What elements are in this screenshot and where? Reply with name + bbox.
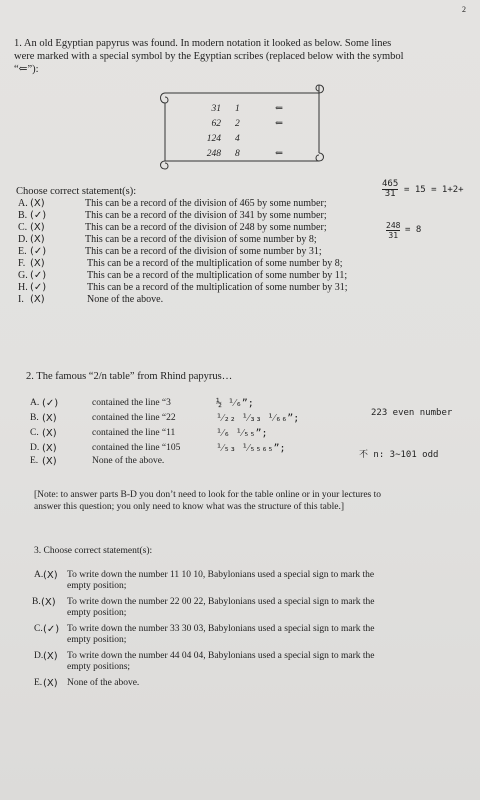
q2-note-line1: [Note: to answer parts B-D you don’t need to look for the table online or in your lectures to (34, 490, 382, 500)
handnote-fraction-248: 248 31 (386, 221, 401, 240)
q1-prompt: Choose correct statement(s): (16, 186, 137, 197)
table-row: 124 4 (206, 134, 240, 144)
handnote-fraction-465: 465 31 (382, 179, 399, 199)
page-number: 2 (462, 5, 466, 14)
handnote-even-number: 223 even number (371, 408, 453, 418)
table-row: 248 8 ⇐ (206, 149, 283, 159)
worksheet-page: 2 1. An old Egyptian papyrus was found. In modern notation it looked as below. Some lines were marked with a special symbol by the Egyptian scribes (replaced below with the symbol “⇐”): 31 1 ⇐ 62 2 ⇐ 124 4 248 8 ⇐ Choose correct statement(s): 465 31 = 15 = 1+2+ 248 31 = 8 A. (X) This can be a record of the division of 465 by some number; B. (✓) This can be a record of the division of 341 by some number; C. (X) This can be a record of the division of 248 by some number; D. (X) This can be a record of the division of some number by 8; E. (✓) This can be a record of the division of some number by 31; F. (X) This can be a record of the multiplication of some number by 8; G. (✓) This can be a record of the multiplication of some number by 11; H. (✓) This can be a record of the multiplication of some number by 31; I. (X) None of the above. 2. The famous “2/n table” from Rhind papyrus… A. (✓) contained the line “3 ½ ¹⁄₆”; B. (X) contained the line “22 ¹⁄₂₂ ¹⁄₃₃ ¹⁄₆₆”; C. (X) contained the line “11 ¹⁄₆ ¹⁄₅₅”; D. (X) contained the line “105 ¹⁄₅₃ ¹⁄₅₅₆₅”; E. (X) None of the above. 223 even number 不 n: 3∼101 odd [Note: to answer parts B-D you don’t need to look for the table online or in your lectures to answer this question; you only need to know what was the structure of this table.] 3. Choose correct statement(s): A. (X) To write down the number 11 10 10, Babylonians used a special sign to mark the empty position; B. (X) To write down the number 22 00 22, Babylonians used a special sign to mark the empty position; C. (✓) To write down the number 33 30 03, Babylonians used a special sign to mark the empty position; D. (X) To write down the number 44 04 04, Babylonians used a special sign to mark the empty positions; E. (X) None of the above. (0, 0, 480, 800)
handnote-result-465: = 15 = 1+2+ (404, 185, 464, 195)
q1-text-line3: “⇐”): (14, 64, 39, 75)
handnote-odd-range: 不 n: 3∼101 odd (359, 450, 439, 460)
q3-title: 3. Choose correct statement(s): (34, 546, 153, 556)
q2-title: 2. The famous “2/n table” from Rhind papyrus… (26, 371, 233, 382)
papyrus-table (195, 102, 315, 162)
table-row: 31 1 ⇐ (211, 104, 283, 114)
handnote-result-248: = 8 (405, 225, 422, 235)
q2-note-line2: answer this question; you only need to know what was the structure of this table.] (34, 502, 345, 512)
table-row: 62 2 ⇐ (211, 119, 283, 129)
q1-text-line1: 1. An old Egyptian papyrus was found. In modern notation it looked as below. Some lines (14, 38, 392, 49)
q1-text-line2: were marked with a special symbol by the Egyptian scribes (replaced below with the symbol (14, 51, 404, 62)
